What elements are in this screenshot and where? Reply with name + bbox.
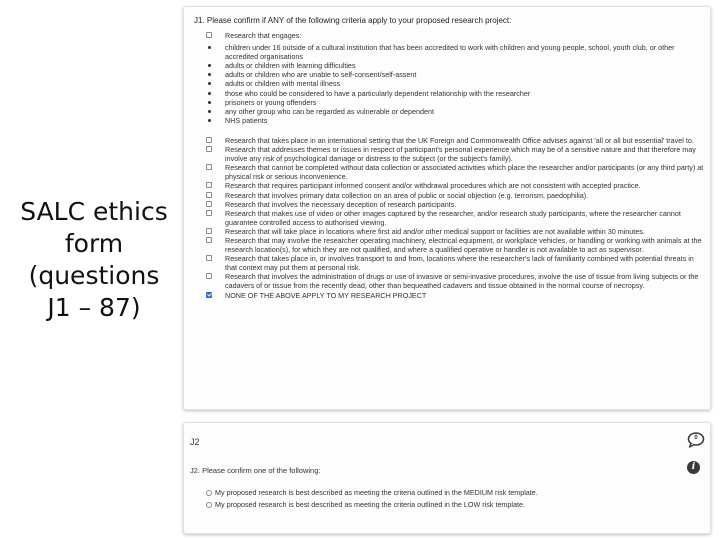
option-label: Research that takes place in an international setting that the UK Foreign and Commonwealth Office advises against 'all or all but essential' travel to. [225,135,694,145]
question-j2-text: J2. Please confirm one of the following: [190,466,321,475]
option-label: Research that involves the administration of drugs or use of invasive or semi-invasive procedures, involve the use of tissue from living subjects or the cadavers of or tissue from the recently dead, other than bequeathed cadavers and tissue obtained in the normal course of necropsy. [225,272,699,291]
option-label: My proposed research is best described as meeting the criteria outlined in the LOW risk template. [215,500,526,509]
question-j1-text: J1. Please confirm if ANY of the following criteria apply to your proposed research project: [194,16,512,25]
criteria-option[interactable] [206,145,706,163]
radio-button[interactable] [206,502,212,508]
bullet-item: adults or children with mental illness [206,79,706,88]
option-label: Research that will take place in locations where first aid and/or other medical support or facilities are not available within 30 minutes. [225,226,645,236]
criteria-option[interactable] [206,227,706,236]
bullet-item: adults or children with learning difficulties [206,61,706,70]
criteria-option[interactable] [206,163,706,181]
checkbox[interactable] [206,237,212,243]
criteria-option[interactable] [206,136,706,145]
option-label: Research that involves the necessary deception of research participants. [225,199,457,209]
question-panel-j1 [183,6,711,410]
criteria-option[interactable] [206,272,706,290]
radio-option-medium[interactable] [206,487,538,499]
question-j2-heading: J2 [190,437,200,447]
criteria-options [206,31,706,300]
criteria-option[interactable] [206,191,706,200]
checkbox[interactable] [206,201,212,207]
criteria-option-none[interactable] [206,291,706,300]
slide-title: SALC ethics form (questions J1 – 87) [20,197,168,322]
option-label: Research that involves primary data collection on an area of public or social objection (e.g. terrorism, paedophilia). [225,190,589,200]
checkbox[interactable] [206,182,212,188]
criteria-option[interactable] [206,254,706,272]
option-label: Research that requires participant informed consent and/or withdrawal procedures which are not consistent with accepted practice. [225,181,641,191]
option-label: Research that cannot be completed without data collection or associated activities which place the researcher and/or participants (or any third party) at physical risk or serious inconvenience. [225,163,704,182]
checkbox[interactable] [206,228,212,234]
option-label: My proposed research is best described as meeting the criteria outlined in the MEDIUM risk template. [215,488,538,497]
option-label: NONE OF THE ABOVE APPLY TO MY RESEARCH PROJECT [225,290,427,300]
criteria-option[interactable] [206,200,706,209]
radio-option-low[interactable] [206,499,538,511]
option-label: Research that makes use of video or other images captured by the researcher, and/or research study participants, where the researcher cannot guarantee controlled access to authorised viewing. [225,208,681,227]
risk-options [206,487,538,511]
checkbox[interactable] [206,255,212,261]
option-label: Research that addresses themes or issues in respect of participant's personal experience which may be of a sensitive nature and that therefore may involve any risk of psychological damage or distress to the subject (or the subject's family). [225,145,696,164]
bullet-item: children under 16 outside of a cultural institution that has been accredited to work with children and young people, school, youth club, or other accredited organisations [206,43,706,61]
bullet-item: prisoners or young offenders [206,98,706,107]
criteria-option[interactable] [206,181,706,190]
checkbox[interactable] [206,192,212,198]
info-icon[interactable]: i [687,461,700,474]
checkbox[interactable] [206,210,212,216]
checkbox[interactable] [206,273,212,279]
criteria-option[interactable] [206,236,706,254]
comment-count: 0 [694,435,698,441]
option-label: Research that takes place in, or involves transport to and from, locations where the researcher's lack of familiarity combined with potential threats in that context may put them at personal risk. [225,254,694,273]
bullet-item: NHS patients [206,116,706,125]
comment-button[interactable] [687,432,705,448]
checkbox[interactable] [206,32,212,38]
bullet-item: any other group who can be regarded as vulnerable or dependent [206,107,706,116]
engages-bullet-list [206,43,706,125]
checkbox[interactable] [206,146,212,152]
question-panel-j2 [183,422,711,534]
criteria-option-engages[interactable] [206,31,706,40]
option-label: Research that may involve the researcher operating machinery, electrical equipment, or workplace vehicles, or handling or working with animals at the research location(s), for which they are not qualified, and where a qualified operative or handler is not available to act as supervisor. [225,235,702,255]
criteria-option[interactable] [206,209,706,227]
checkbox[interactable] [206,137,212,143]
radio-button[interactable] [206,490,212,496]
checkbox-checked[interactable] [206,292,212,298]
option-label: Research that engages: [225,31,302,40]
bullet-item: those who could be considered to have a particularly dependent relationship with the researcher [206,89,706,98]
bullet-item: adults or children who are unable to self-consent/self-assent [206,70,706,79]
checkbox[interactable] [206,164,212,170]
